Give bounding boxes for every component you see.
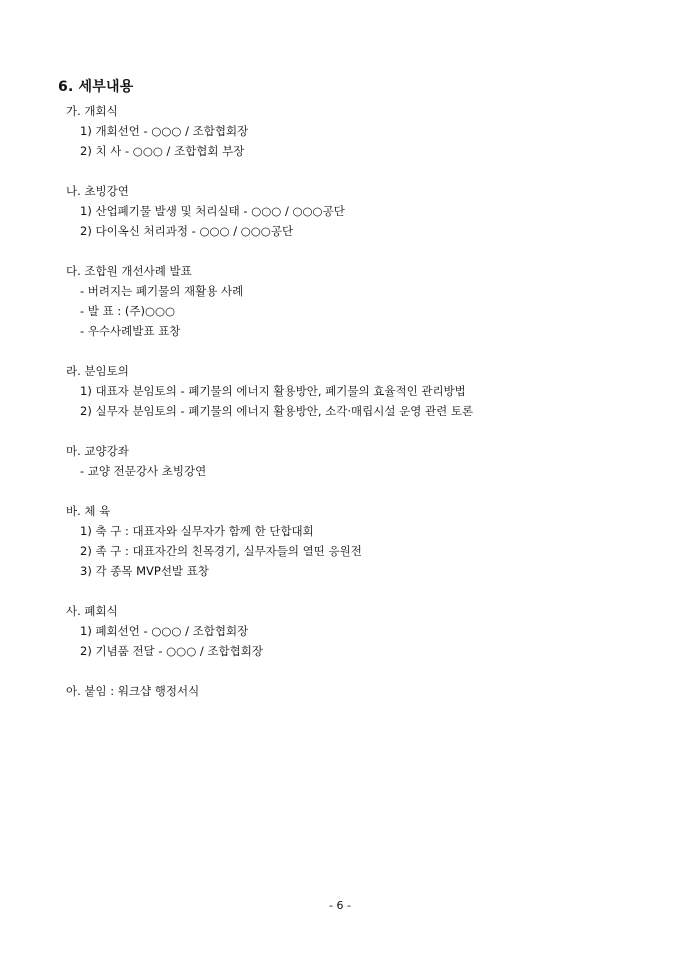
section-title: 아. 붙임 : 워크샵 행정서식: [66, 684, 200, 698]
section-title: 바. 체 육: [66, 504, 111, 518]
list-item: - 발 표 : (주)○○○: [80, 304, 176, 318]
page-number: - 6 -: [329, 899, 351, 912]
section-case-presentation: [0, 261, 680, 341]
section-group-discussion: [0, 361, 680, 421]
list-item: 1) 산업폐기물 발생 및 처리실태 - ○○○ / ○○○공단: [80, 204, 345, 218]
list-item: 1) 폐회선언 - ○○○ / 조합협회장: [80, 624, 249, 638]
list-item: 1) 축 구 : 대표자와 실무자가 함께 한 단합대회: [80, 524, 314, 538]
list-item: 2) 치 사 - ○○○ / 조합협회 부장: [80, 144, 245, 158]
section-title: 라. 분임토의: [66, 364, 129, 378]
section-sports: [0, 501, 680, 581]
section-liberal-lecture: [0, 441, 680, 481]
section-closing: [0, 601, 680, 661]
list-item: 1) 대표자 분임토의 - 폐기물의 에너지 활용방안, 폐기물의 효율적인 관리방법: [80, 384, 466, 398]
sections-list: [0, 101, 680, 721]
list-item: - 교양 전문강사 초빙강연: [80, 464, 207, 478]
section-opening: [0, 101, 680, 161]
list-item: 2) 기념품 전달 - ○○○ / 조합협회장: [80, 644, 263, 658]
list-item: - 버려지는 폐기물의 재활용 사례: [80, 284, 244, 298]
list-item: 2) 족 구 : 대표자간의 친목경기, 실무자들의 열띤 응원전: [80, 544, 362, 558]
section-attachment: [0, 681, 680, 701]
list-item: 2) 다이옥신 처리과정 - ○○○ / ○○○공단: [80, 224, 294, 238]
section-title: 가. 개회식: [66, 104, 118, 118]
section-title: 마. 교양강좌: [66, 444, 129, 458]
list-item: 2) 실무자 분임토의 - 폐기물의 에너지 활용방안, 소각·매립시설 운영 관련 토론: [80, 404, 474, 418]
section-title: 다. 조합원 개선사례 발표: [66, 264, 192, 278]
section-invited-lecture: [0, 181, 680, 241]
list-item: - 우수사례발표 표창: [80, 324, 181, 338]
section-heading: 6. 세부내용: [58, 79, 134, 95]
list-item: 1) 개회선언 - ○○○ / 조합협회장: [80, 124, 249, 138]
section-title: 사. 폐회식: [66, 604, 118, 618]
section-title: 나. 초빙강연: [66, 184, 129, 198]
list-item: 3) 각 종목 MVP선발 표창: [80, 564, 209, 578]
